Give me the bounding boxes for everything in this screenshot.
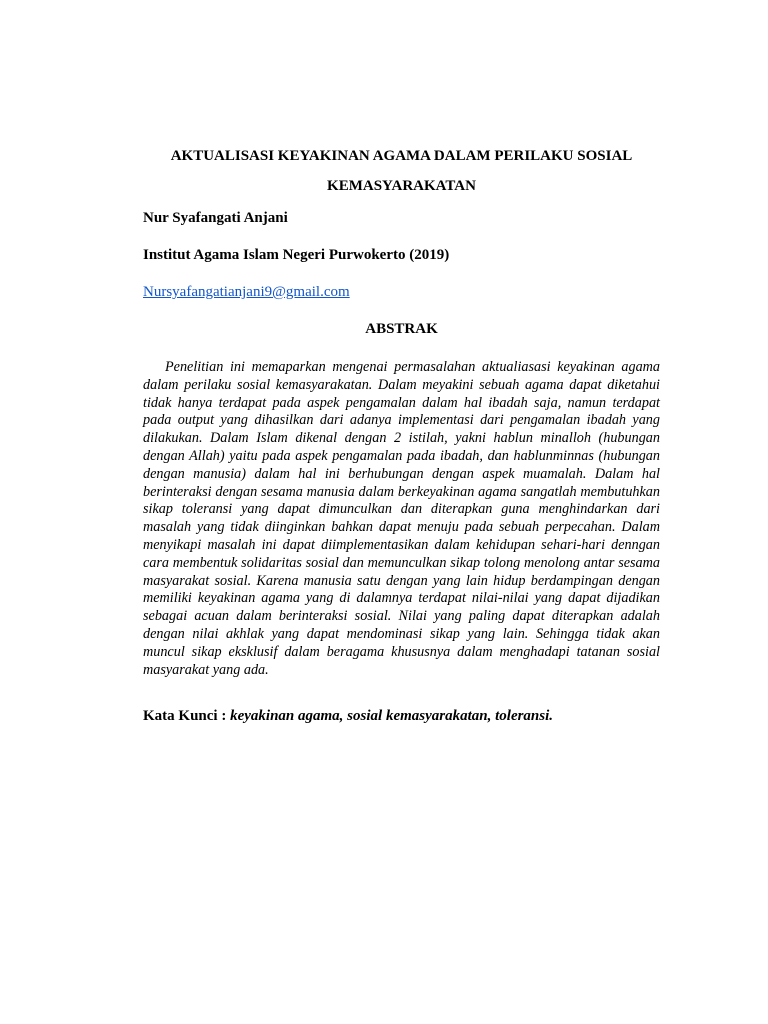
- keywords-line: [143, 708, 553, 725]
- author-name: Nur Syafangati Anjani: [143, 210, 288, 226]
- author-email-link[interactable]: Nursyafangatianjani9@gmail.com: [143, 284, 350, 300]
- document-title: AKTUALISASI KEYAKINAN AGAMA DALAM PERILAKU SOSIAL KEMASYARAKATAN: [170, 148, 633, 194]
- abstract-heading: ABSTRAK: [365, 321, 438, 337]
- author-affiliation: Institut Agama Islam Negeri Purwokerto (2019): [143, 247, 450, 263]
- keywords-label: Kata Kunci :: [143, 708, 231, 724]
- abstract-body: Penelitian ini memaparkan mengenai permasalahan aktualiasasi keyakinan agama dalam perilaku sosial kemasyarakatan. Dalam meyakini sebuah agama dapat diketahui tidak hanya terdapat pada aspek pengamalan dalam hal ibadah saja, namun terdapat pada output yang dihasilkan dari adanya implementasi dari pengamalan ibadah yang dilakukan. Dalam Islam dikenal dengan 2 istilah, yakni hablun minalloh (hubungan dengan Allah) yaitu pada aspek pengamalan pada ibadah, dan hablunminnas (hubungan dengan manusia) dalam hal ini berhubungan dengan aspek muamalah. Dalam hal berinteraksi dengan sesama manusia dalam berkeyakinan agama sangatlah membutuhkan sikap toleransi yang dapat dimunculkan dan diterapkan guna menghindarkan dari masalah yang tidak diinginkan bahkan dapat menuju pada sebuah perpecahan. Dalam menyikapi masalah ini dapat diimplementasikan dalam kehidupan sehari-hari denngan cara membentuk solidaritas sosial dan memunculkan sikap tolong menolong antar sesama masyarakat sosial. Karena manusia satu dengan yang lain hidup berdampingan dengan memiliki keyakinan agama yang di dalamnya terdapat nilai-nilai yang dapat dijadikan sebagai acuan dalam berinteraksi sosial. Nilai yang paling dapat diterapkan adalah dengan nilai akhlak yang dapat mendominasi sikap yang lain. Sehingga tidak akan muncul sikap eksklusif dalam beragama khususnya dalam menghadapi tatanan sosial masyarakat yang ada.: [143, 359, 660, 678]
- keywords-values: keyakinan agama, sosial kemasyarakatan, toleransi.: [230, 708, 554, 724]
